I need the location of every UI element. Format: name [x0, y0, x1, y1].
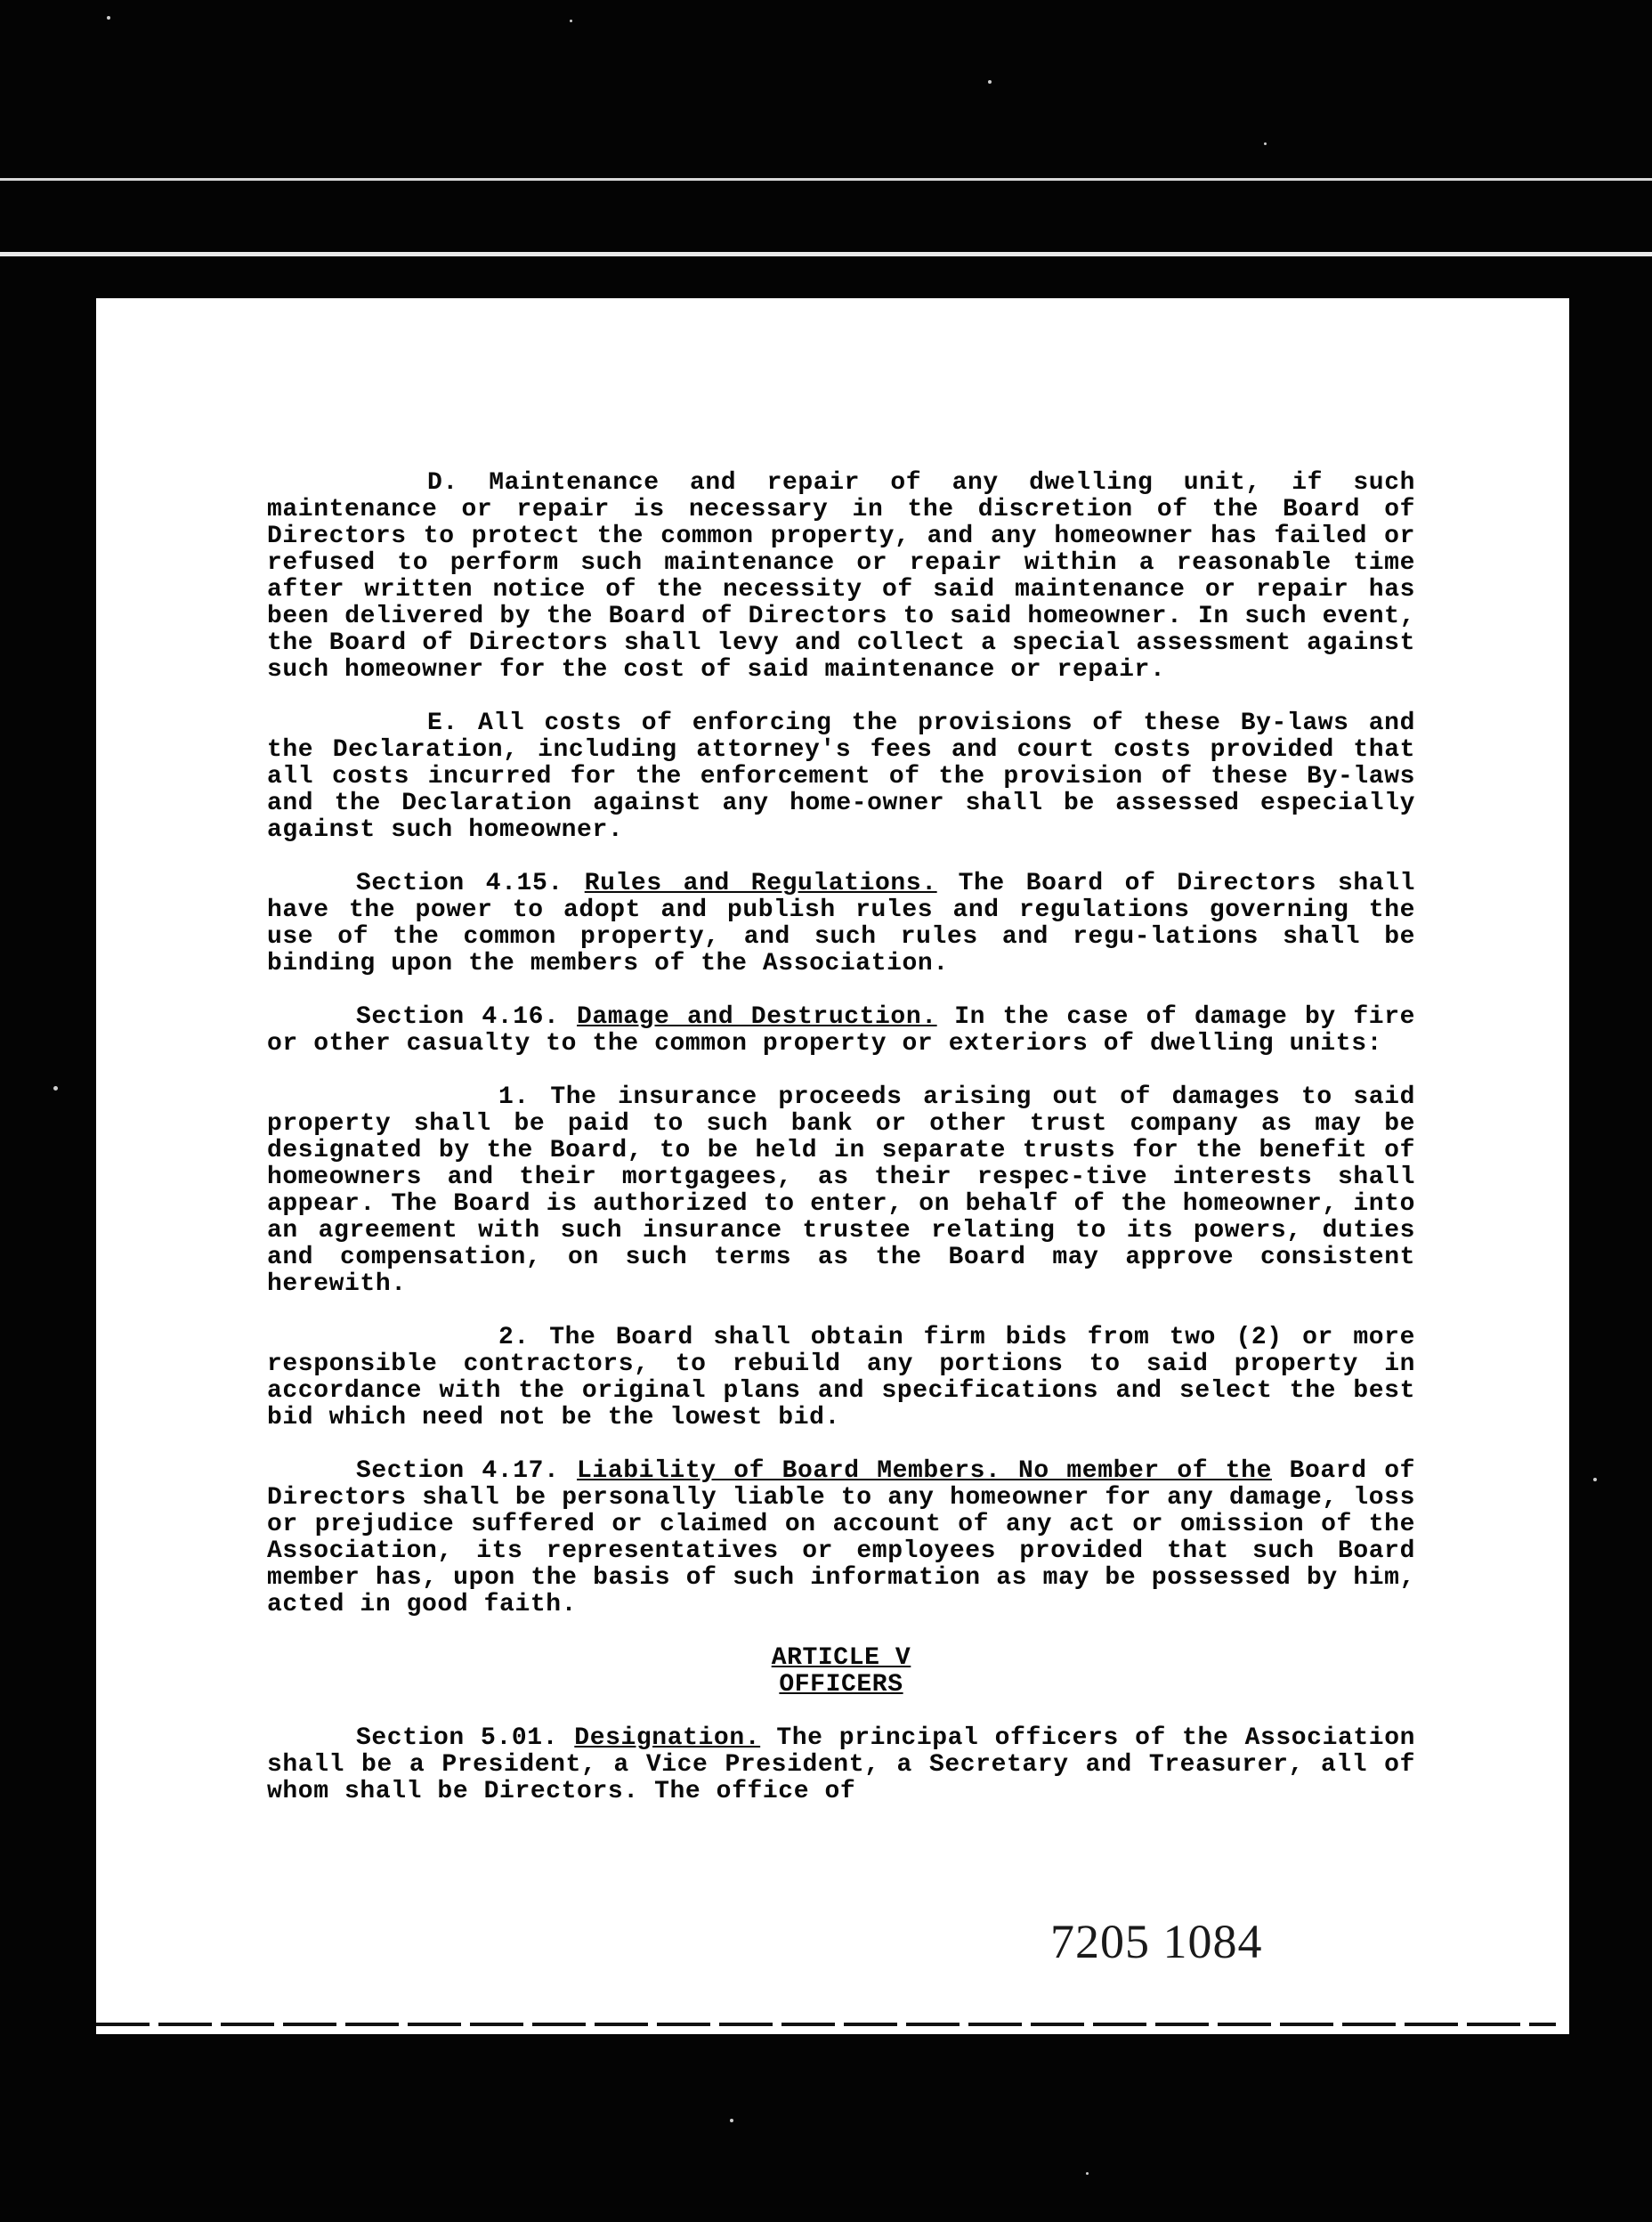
- article-title: OFFICERS: [779, 1671, 903, 1699]
- section-4-16-body: In the case of damage by fire or other casualty to the common property or exteriors of dwelling units:: [267, 1003, 1415, 1058]
- section-4-16-title: Damage and Destruction.: [577, 1003, 937, 1031]
- section-5-01-body: The principal officers of the Association shall be a President, a Vice President, a Secretary and Treasurer, all of whom shall be Directors. The office of: [267, 1724, 1415, 1805]
- scan-speck: [1264, 142, 1267, 145]
- scan-speck: [107, 16, 110, 20]
- section-4-16: [267, 1004, 1415, 1058]
- paragraph-e: E. All costs of enforcing the provisions of these By-laws and the Declaration, including attorney's fees and court costs provided that all costs incurred for the enforcement of the provision of these By-laws and the Declaration against any home-owner shall be assessed especially against such homeowner.: [267, 710, 1415, 844]
- section-4-17-body: Board of Directors shall be personally liable to any homeowner for any damage, loss or prejudice suffered or claimed on account of any act or omission of the Association, its representatives or employees provided that such Board member has, upon the basis of such information as may be possessed by him, acted in good faith.: [267, 1457, 1415, 1618]
- article-number: ARTICLE V: [771, 1644, 911, 1672]
- scan-rule-top: [0, 178, 1652, 181]
- scan-speck: [988, 80, 992, 84]
- article-heading: [267, 1645, 1415, 1699]
- scan-speck: [53, 1086, 58, 1091]
- section-4-15-title: Rules and Regulations.: [584, 870, 937, 897]
- document-body: [267, 470, 1415, 1832]
- section-4-15-body: The Board of Directors shall have the power to adopt and publish rules and regulations governing the use of the common property, and such rules and regu-lations shall be binding upon the members of the Association.: [267, 870, 1415, 977]
- section-5-01-title: Designation.: [574, 1724, 761, 1752]
- section-4-15-number: Section 4.15.: [356, 870, 563, 897]
- paragraph-d: D. Maintenance and repair of any dwelling unit, if such maintenance or repair is necessary in the discretion of the Board of Directors to protect the common property, and any homeowner has failed or refused to perform such maintenance or repair within a reasonable time after written notice of the necessity of said maintenance or repair has been delivered by the Board of Directors to said homeowner. In such event, the Board of Directors shall levy and collect a special assessment against such homeowner for the cost of said maintenance or repair.: [267, 469, 1415, 684]
- page-bottom-edge: [96, 2023, 1556, 2026]
- section-4-15: [267, 871, 1415, 977]
- scan-speck: [1086, 2172, 1089, 2175]
- scan-rule-second: [0, 252, 1652, 256]
- section-5-01: [267, 1725, 1415, 1805]
- list-item-1: 1. The insurance proceeds arising out of damages to said property shall be paid to such bank or other trust company as may be designated by the Board, to be held in separate trusts for the benefit of homeowners and their mortgagees, as their respec-tive interests shall appear. The Board is authorized to enter, on behalf of the homeowner, into an agreement with such insurance trustee relating to its powers, duties and compensation, on such terms as the Board may approve consistent herewith.: [267, 1083, 1415, 1298]
- scan-speck: [1593, 1478, 1597, 1481]
- scan-speck: [570, 20, 572, 22]
- section-4-17-number: Section 4.17.: [356, 1457, 560, 1485]
- section-5-01-number: Section 5.01.: [356, 1724, 559, 1752]
- list-item-2: 2. The Board shall obtain firm bids from two (2) or more responsible contractors, to rebuild any portions to said property in accordance with the original plans and specifications and select the best bid which need not be the lowest bid.: [267, 1324, 1415, 1431]
- section-4-17-title: Liability of Board Members. No member of the: [577, 1457, 1272, 1485]
- scan-speck: [730, 2119, 733, 2122]
- section-4-17: [267, 1458, 1415, 1618]
- page-stamp: 7205 1084: [1050, 1915, 1263, 1968]
- section-4-16-number: Section 4.16.: [356, 1003, 560, 1031]
